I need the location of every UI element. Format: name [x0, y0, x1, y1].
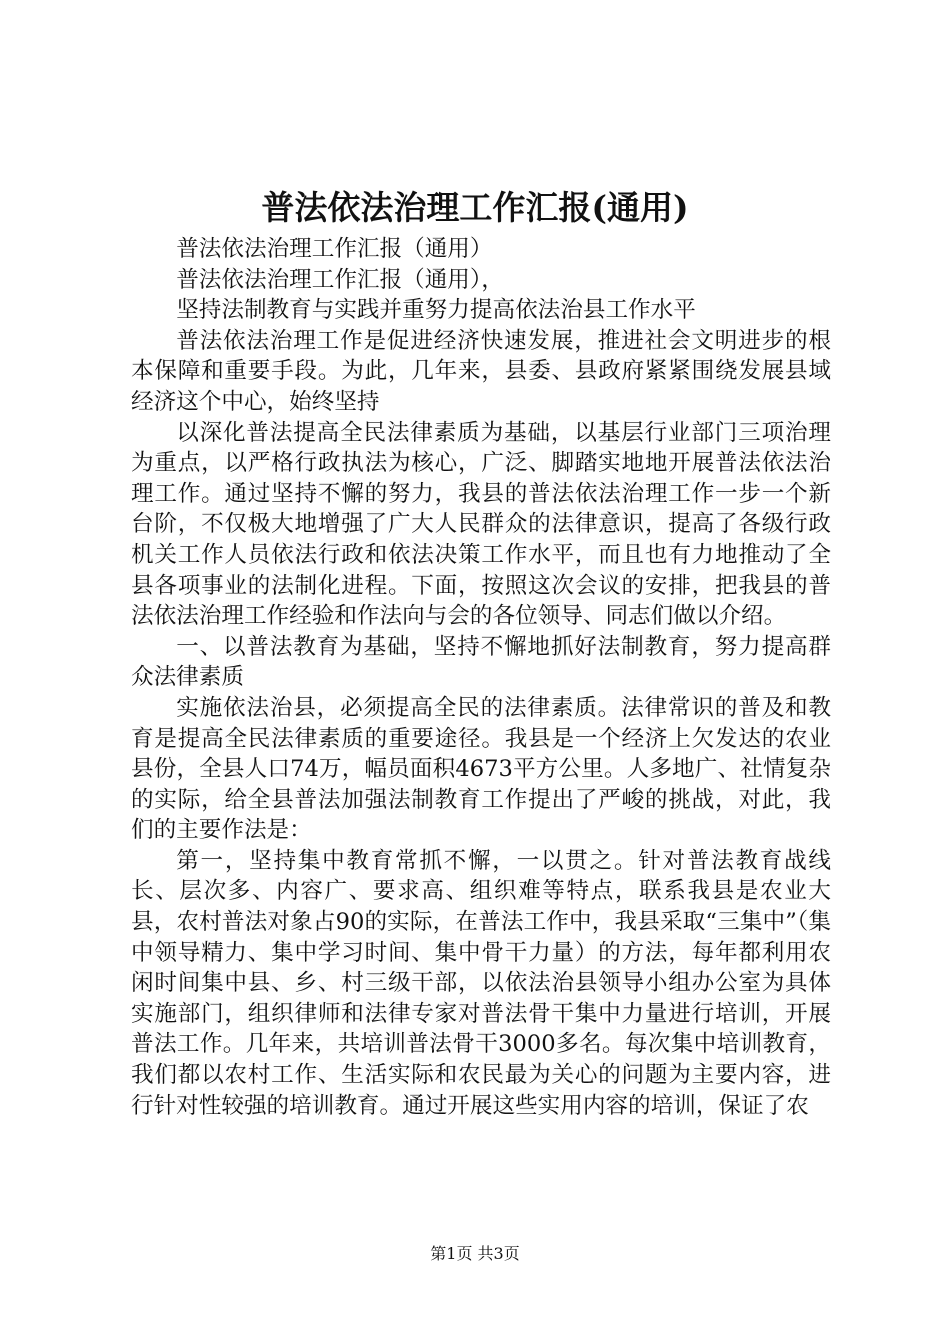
paragraph: 普法依法治理工作是促进经济快速发展，推进社会文明进步的根本保障和重要手段。为此，几年来，县委、县政府紧紧围绕发展县域经济这个中心，始终坚持	[131, 327, 831, 415]
paragraph: 坚持法制教育与实践并重努力提高依法治县工作水平	[176, 297, 696, 324]
page-footer: 第1页 共3页	[430, 1244, 520, 1263]
paragraph: 第一，坚持集中教育常抓不懈，一以贯之。针对普法教育战线长、层次多、内容广、要求高、组织难等特点，联系我县是农业大县，农村普法对象占90的实际，在普法工作中，我县采取“三集中”（集中领导精力、集中学习时间、集中骨干力量）的方法，每年都利用农闲时间集中县、乡、村三级干部，以依法治县领导小组办公室为具体实施部门，组织律师和法律专家对普法骨干集中力量进行培训，开展普法工作。几年来，共培训普法骨干3000多名。每次集中培训教育，我们都以农村工作、生活实际和农民最为关心的问题为主要内容，进行针对性较强的培训教育。通过开展这些实用内容的培训，保证了农	[131, 847, 831, 1119]
paragraph: 普法依法治理工作汇报（通用）	[176, 236, 493, 262]
section-heading: 一、以普法教育为基础，坚持不懈地抓好法制教育，努力提高群众法律素质	[131, 633, 831, 691]
paragraph: 以深化普法提高全民法律素质为基础，以基层行业部门三项治理为重点，以严格行政执法为核心，广泛、脚踏实地地开展普法依法治理工作。通过坚持不懈的努力，我县的普法依法治理工作一步一个新台阶，不仅极大地增强了广大人民群众的法律意识，提高了各级行政机关工作人员依法行政和依法决策工作水平，而且也有力地推动了全县各项事业的法制化进程。下面，按照这次会议的安排，把我县的普法依法治理工作经验和作法向与会的各位领导、同志们做以介绍。	[131, 419, 831, 630]
paragraph: 普法依法治理工作汇报（通用），	[176, 266, 504, 293]
document-title: 普法依法治理工作汇报(通用)	[261, 188, 689, 227]
paragraph: 实施依法治县，必须提高全民的法律素质。法律常识的普及和教育是提高全民法律素质的重要途径。我县是一个经济上欠发达的农业县份，全县人口74万，幅员面积4673平方公里。人多地广、社情复杂的实际，给全县普法加强法制教育工作提出了严峻的挑战，对此，我们的主要作法是：	[131, 694, 831, 844]
document-body	[131, 234, 831, 1121]
